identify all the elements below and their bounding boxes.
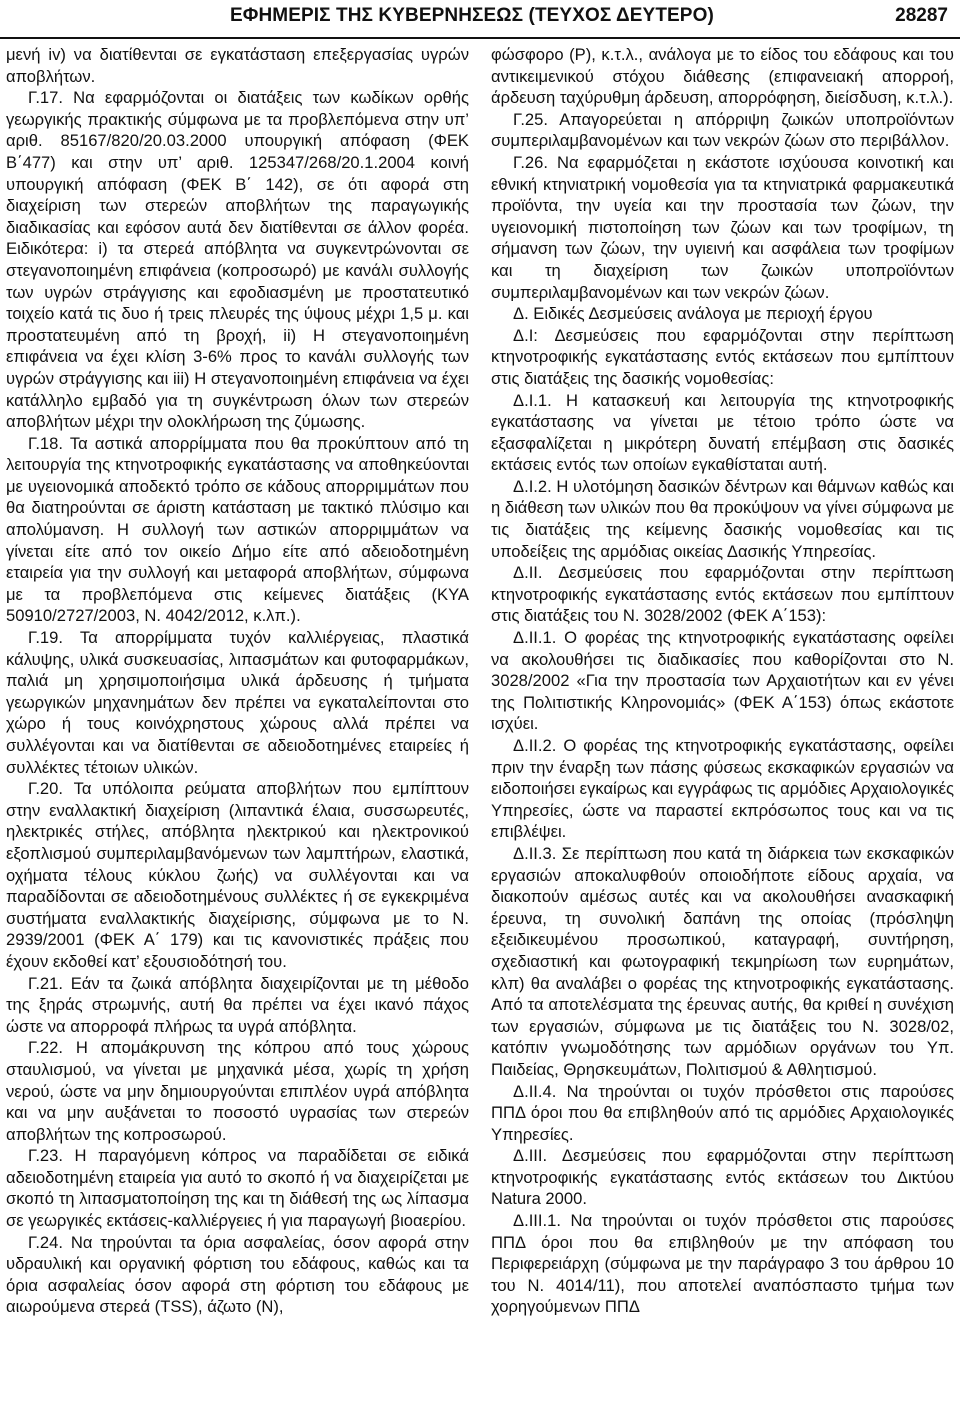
paragraph-d1: Δ.Ι: Δεσμεύσεις που εφαρμόζονται στην περίπτωση κτηνοτροφικής εγκατάστασης εντός εκτάσεων που εμπίπτουν στις διατάξεις της δασικής νομοθεσίας: [491, 325, 954, 388]
paragraph-g20: Γ.20. Τα υπόλοιπα ρεύματα αποβλήτων που εμπίπτουν στην εναλλακτική διαχείριση (λιπαντικά έλαια, συσσωρευτές, ηλεκτρικές στήλες, απόβλητα ηλεκτρικού και ηλεκτρονικού εξοπλισμού συμπεριλαμβανόμενων των λαμπτήρων, ελαστικά, οχήματα τέλους κύκλου ζωής) να συλλέγονται και να παραδίδονται σε αδειοδοτημένους συλλέκτες ή σε εγκεκριμένα συστήματα εναλλακτικής διαχείρισης, σύμφωνα με το Ν. 2939/2001 (ΦΕΚ Α΄ 179) και τις κανονιστικές πράξεις που έχουν εκδοθεί κατ’ εξουσιοδότησή του. [6, 779, 469, 971]
paragraph-g21: Γ.21. Εάν τα ζωικά απόβλητα διαχειρίζονται με τη μέθοδο της ξηράς στρωμνής, αυτή θα πρέπει να έχει ικανό πάχος ώστε να απορροφά πλήρως τα υγρά απόβλητα. [6, 973, 469, 1036]
paragraph-g23: Γ.23. Η παραγόμενη κόπρος να παραδίδεται σε ειδικά αδειοδοτημένη εταιρεία για αυτό το σκοπό ή να διαχειρίζεται με σκοπό τη λιπασματοποίηση της και τη διάθεσή της ως λίπασμα σε γεωργικές εκτάσεις-καλλιέργειες ή για παραγωγή βιοαερίου. [6, 1146, 469, 1231]
paragraph-d2-1: Δ.ΙΙ.1. Ο φορέας της κτηνοτροφικής εγκατάστασης οφείλει να ακολουθήσει τις διαδικασίες που καθορίζονται στο Ν. 3028/2002 «Για την προστασία των Αρχαιοτήτων και εν γένει της Πολιτιστικής Κληρονομιάς» (ΦΕΚ Α΄153) όπως εκάστοτε ισχύει. [491, 628, 954, 734]
paragraph-g24: Γ.24. Να τηρούνται τα όρια ασφαλείας, όσον αφορά στην υδραυλική και οργανική φόρτιση του εδάφους, καθώς και τα όρια ασφαλείας όσον αφορά στη φόρτιση του εδάφους με αιωρούμενα στερεά (TSS), άζωτο (Ν), [6, 1232, 469, 1317]
paragraph-d1-2: Δ.Ι.2. Η υλοτόμηση δασικών δέντρων και θάμνων καθώς και η διάθεση των υλικών που θα προκύψουν να γίνει σύμφωνα με τις διατάξεις της κείμενης δασικής νομοθεσίας και τις υποδείξεις της αρμόδιας οικείας Δασικής Υπηρεσίας. [491, 476, 954, 561]
page-number: 28287 [895, 5, 948, 26]
paragraph: μενή iv) να διατίθενται σε εγκατάσταση επεξεργασίας υγρών αποβλήτων. [6, 45, 469, 86]
paragraph-d2-4: Δ.ΙΙ.4. Να τηρούνται οι τυχόν πρόσθετοι στις παρούσες ΠΠΔ όροι που θα επιβληθούν από τις αρμόδιες Αρχαιολογικές Υπηρεσίες. [491, 1081, 954, 1144]
paragraph-g19: Γ.19. Τα απορρίμματα τυχόν καλλιέργειας, πλαστικά κάλυψης, υλικά συσκευασίας, λιπασμάτων και φυτοφαρμάκων, παλιά μη χρησιμοποιήσιμα υλικά άρδευσης ή τμήματα γεωργικών μηχανημάτων δεν πρέπει να εγκαταλείπονται στο χώρο ή τους κοινόχρηστους χώρους αλλά πρέπει να συλλέγονται και να διατίθενται σε αδειοδοτημένες εταιρείες ή συλλέκτες τέτοιων υλικών. [6, 628, 469, 777]
paragraph-d3: Δ.ΙΙΙ. Δεσμεύσεις που εφαρμόζονται στην περίπτωση κτηνοτροφικής εγκατάστασης εντός εκτάσεων του Δικτύου Natura 2000. [491, 1146, 954, 1209]
right-column [491, 44, 954, 1318]
paragraph-d1-1: Δ.Ι.1. Η κατασκευή και λειτουργία της κτηνοτροφικής εγκατάστασης να γίνεται με τέτοιο τρόπο ώστε να εξασφαλίζεται η μικρότερη δυνατή επέμβαση στις δασικές εκτάσεις εντός των οποίων εγκαθίσταται αυτή. [491, 390, 954, 475]
section-heading-d: Δ. Ειδικές Δεσμεύσεις ανάλογα με περιοχή έργου [513, 304, 873, 324]
paragraph-d2: Δ.ΙΙ. Δεσμεύσεις που εφαρμόζονται στην περίπτωση κτηνοτροφικής εγκατάστασης εντός εκτάσεων που εμπίπτουν στις διατάξεις του Ν. 3028/2002 (ΦΕΚ Α΄153): [491, 563, 954, 626]
paragraph-d3-1: Δ.ΙΙΙ.1. Να τηρούνται οι τυχόν πρόσθετοι στις παρούσες ΠΠΔ όροι που θα επιβληθούν με την απόφαση του Περιφερειάρχη (σύμφωνα με την παράγραφο 3 του άρθρου 10 του Ν. 4014/11), που αποτελεί αναπόσπαστο τμήμα των χορηγούμενων ΠΠΔ [491, 1211, 954, 1317]
paragraph-g18: Γ.18. Τα αστικά απορρίμματα που θα προκύπτουν από τη λειτουργία της κτηνοτροφικής εγκατάστασης να αποθηκεύονται με υγειονομικά αποδεκτό τρόπο σε κάδους απορριμμάτων που θα διατηρούνται σε άριστη κατάσταση με τακτικό πλύσιμο και απολύμανση. Η συλλογή των αστικών απορριμμάτων να γίνεται είτε από τον οικείο Δήμο είτε από αδειοδοτημένη εταιρεία για την συλλογή και μεταφορά αποβλήτων, σύμφωνα με τα προβλεπόμενα στις κείμενες διατάξεις (ΚΥΑ 50910/2727/2003, Ν. 4042/2012, κ.λπ.). [6, 433, 469, 626]
paragraph-d2-2: Δ.ΙΙ.2. Ο φορέας της κτηνοτροφικής εγκατάστασης, οφείλει πριν την έναρξη των πάσης φύσεως εκσκαφικών εργασιών να ειδοποιήσει εγκαίρως και εγγράφως τις αρμόδιες Αρχαιολογικές Υπηρεσίες, ώστε να παραστεί εκπρόσωπος τους και να τις επιβλέψει. [491, 736, 954, 842]
gazette-title: ΕΦΗΜΕΡΙΣ ΤΗΣ ΚΥΒΕΡΝΗΣΕΩΣ (ΤΕΥΧΟΣ ΔΕΥΤΕΡΟ) [230, 5, 714, 26]
paragraph: φώσφορο (Ρ), κ.τ.λ., ανάλογα με το είδος του εδάφους και του αντικειμενικού στόχου διάθεσης (επιφανειακή απορροή, άρδευση ταχύρυθμη άρδευση, απορρόφηση, διείσδυση, κ.τ.λ.). [491, 45, 954, 108]
page-header [0, 0, 960, 36]
left-column [6, 44, 469, 1318]
paragraph-g25: Γ.25. Απαγορεύεται η απόρριψη ζωικών υποπροϊόντων συμπεριλαμβανομένων και των νεκρών ζώων στο περιβάλλον. [491, 109, 954, 151]
paragraph-d2-3: Δ.ΙΙ.3. Σε περίπτωση που κατά τη διάρκεια των εκσκαφικών εργασιών αποκαλυφθούν οποιοδήποτε είδους αρχαία, να διακοπούν αμέσως αυτές και να ακολουθήσει ανασκαφική έρευνα, τη συνολική δαπάνη της οποίας (πρόσληψη εξειδικευμένου προσωπικού, καταγραφή, συντήρηση, σχεδιαστική και φωτογραφική τεκμηρίωση των ευρημάτων, κλπ) θα αναλάβει ο φορέας της κτηνοτροφικής εγκατάστασης. Από τα αποτελέσματα της έρευνας αυτής, θα κριθεί η συνέχιση των εργασιών, σύμφωνα με τις διατάξεις του Ν. 3028/02, κατόπιν γνωμοδότησης των αρμόδιων οργάνων του Υπ. Παιδείας, Θρησκευμάτων, Πολιτισμού & Αθλητισμού. [491, 843, 954, 1079]
paragraph-g22: Γ.22. Η απομάκρυνση της κόπρου από τους χώρους σταυλισμού, να γίνεται με μηχανικά μέσα, χωρίς τη χρήση νερού, ώστε να μην δημιουργούνται επιπλέον υγρά απόβλητα και να μην αυξάνεται το ποσοστό υγρασίας των στερεών αποβλήτων της κοπροσωρού. [6, 1038, 469, 1144]
paragraph-g26: Γ.26. Να εφαρμόζεται η εκάστοτε ισχύουσα κοινοτική και εθνική κτηνιατρική νομοθεσία για τα κτηνιατρικά φαρμακευτικά προϊόντα, την υγεία και την προστασία των ζώων, την υγειονομική πιστοποίηση των ζώων και των τροφίμων, τη σήμανση των ζώων, την υγιεινή και ασφάλεια των τροφίμων και τη διαχείριση των ζωικών υποπροϊόντων συμπεριλαμβανομένων και των νεκρών ζώων. [491, 152, 954, 302]
paragraph-g17: Γ.17. Να εφαρμόζονται οι διατάξεις των κωδίκων ορθής γεωργικής πρακτικής σύμφωνα με τα προβλεπόμενα στην υπ’ αριθ. 85167/820/20.03.2000 υπουργική απόφαση (ΦΕΚ Β΄477) και στην υπ’ αριθ. 125347/268/20.1.2004 κοινή υπουργική απόφαση (ΦΕΚ Β΄ 142), σε ότι αφορά στη διαχείριση των στερεών αποβλήτων της παραγωγικής διαδικασίας και εφόσον αυτά δεν διατίθενται σε άλλον φορέα. Ειδικότερα: i) τα στερεά απόβλητα να συγκεντρώνονται σε στεγανοποιημένη επιφάνεια (κοπροσωρό) με κανάλι συλλογής των υγρών στράγγισης και εφοδιασμένη με προστατευτικό τοιχείο κατά τις δυο ή τρεις πλευρές της ύψους μέχρι 1,5 μ. και προστατευμένη από τη βροχή, ii) Η στεγανοποιημένη επιφάνεια να έχει κλίση 3-6% προς το κανάλι συλλογής των υγρών στράγγισης και iii) Η στεγανοποιημένη επιφάνεια να έχει κατάλληλο εμβαδό για τη συγκέντρωση όλων των στερεών αποβλήτων μέχρι την ολοκλήρωση της ζύμωσης. [6, 88, 469, 432]
header-rule [0, 37, 960, 39]
